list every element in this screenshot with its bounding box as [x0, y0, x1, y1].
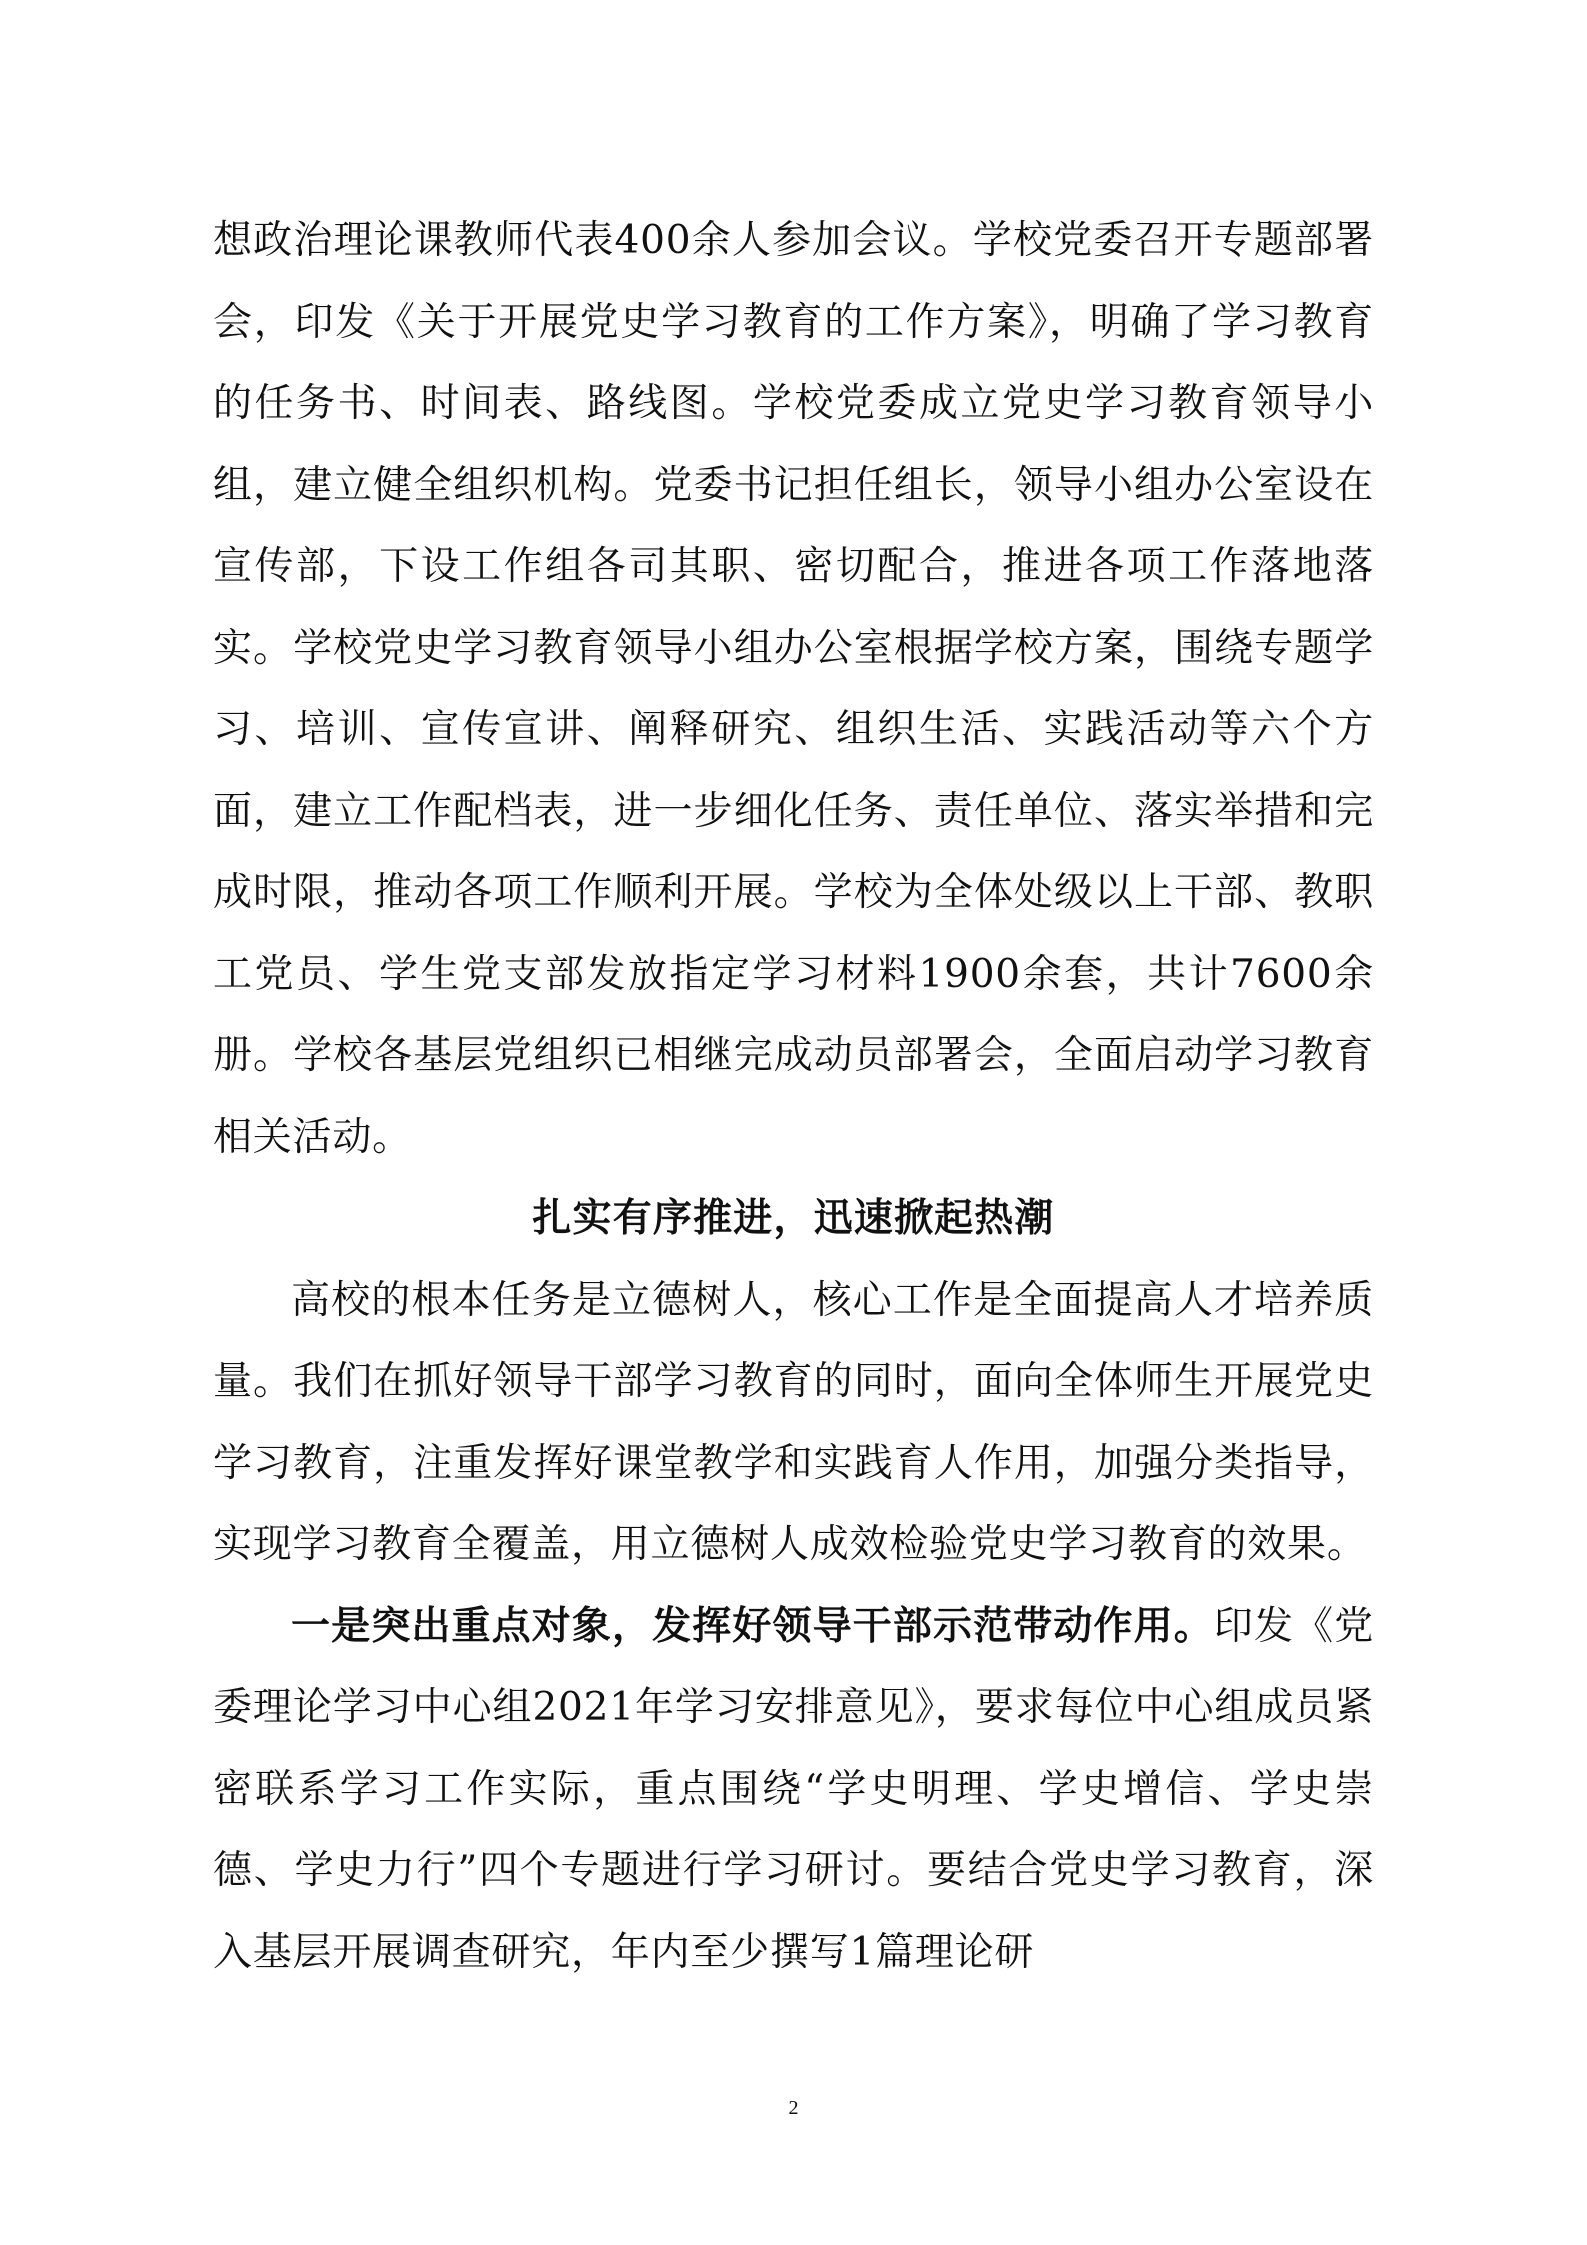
section-heading: 扎实有序推进，迅速掀起热潮	[532, 1196, 1055, 1241]
document-body	[213, 200, 1374, 1993]
paragraph-lead-bold: 一是突出重点对象，发挥好领导干部示范带动作用。	[291, 1602, 1214, 1649]
paragraph-organization: 想政治理论课教师代表400余人参加会议。学校党委召开专题部署会，印发《关于开展党史学习教育的工作方案》，明确了学习教育的任务书、时间表、路线图。学校党委成立党史学习教育领导小组，建立健全组织机构。党委书记担任组长，领导小组办公室设在宣传部，下设工作组各司其职、密切配合，推进各项工作落地落实。学校党史学习教育领导小组办公室根据学校方案，围绕专题学习、培训、宣传宣讲、阐释研究、组织生活、实践活动等六个方面，建立工作配档表，进一步细化任务、责任单位、落实举措和完成时限，推动各项工作顺利开展。学校为全体处级以上干部、教职工党员、学生党支部发放指定学习材料1900余套，共计7600余册。学校各基层党组织已相继完成动员部署会，全面启动学习教育相关活动。	[213, 218, 1374, 1160]
paragraph-core-task: 高校的根本任务是立德树人，核心工作是全面提高人才培养质量。我们在抓好领导干部学习教育的同时，面向全体师生开展党史学习教育，注重发挥好课堂教学和实践育人作用，加强分类指导，实现学习教育全覆盖，用立德树人成效检验党史学习教育的效果。	[213, 1277, 1374, 1567]
page-number: 2	[788, 2097, 799, 2119]
paragraph-key-targets	[213, 1586, 1374, 1994]
paragraph-lead-rest: 印发《党委理论学习中心组2021年学习安排意见》，要求每位中心组成员紧密联系学习工作实际，重点围绕“学史明理、学史增信、学史崇德、学史力行”四个专题进行学习研讨。要结合党史学习教育，深入基层开展调查研究，年内至少撰写1篇理论研	[213, 1603, 1374, 1975]
